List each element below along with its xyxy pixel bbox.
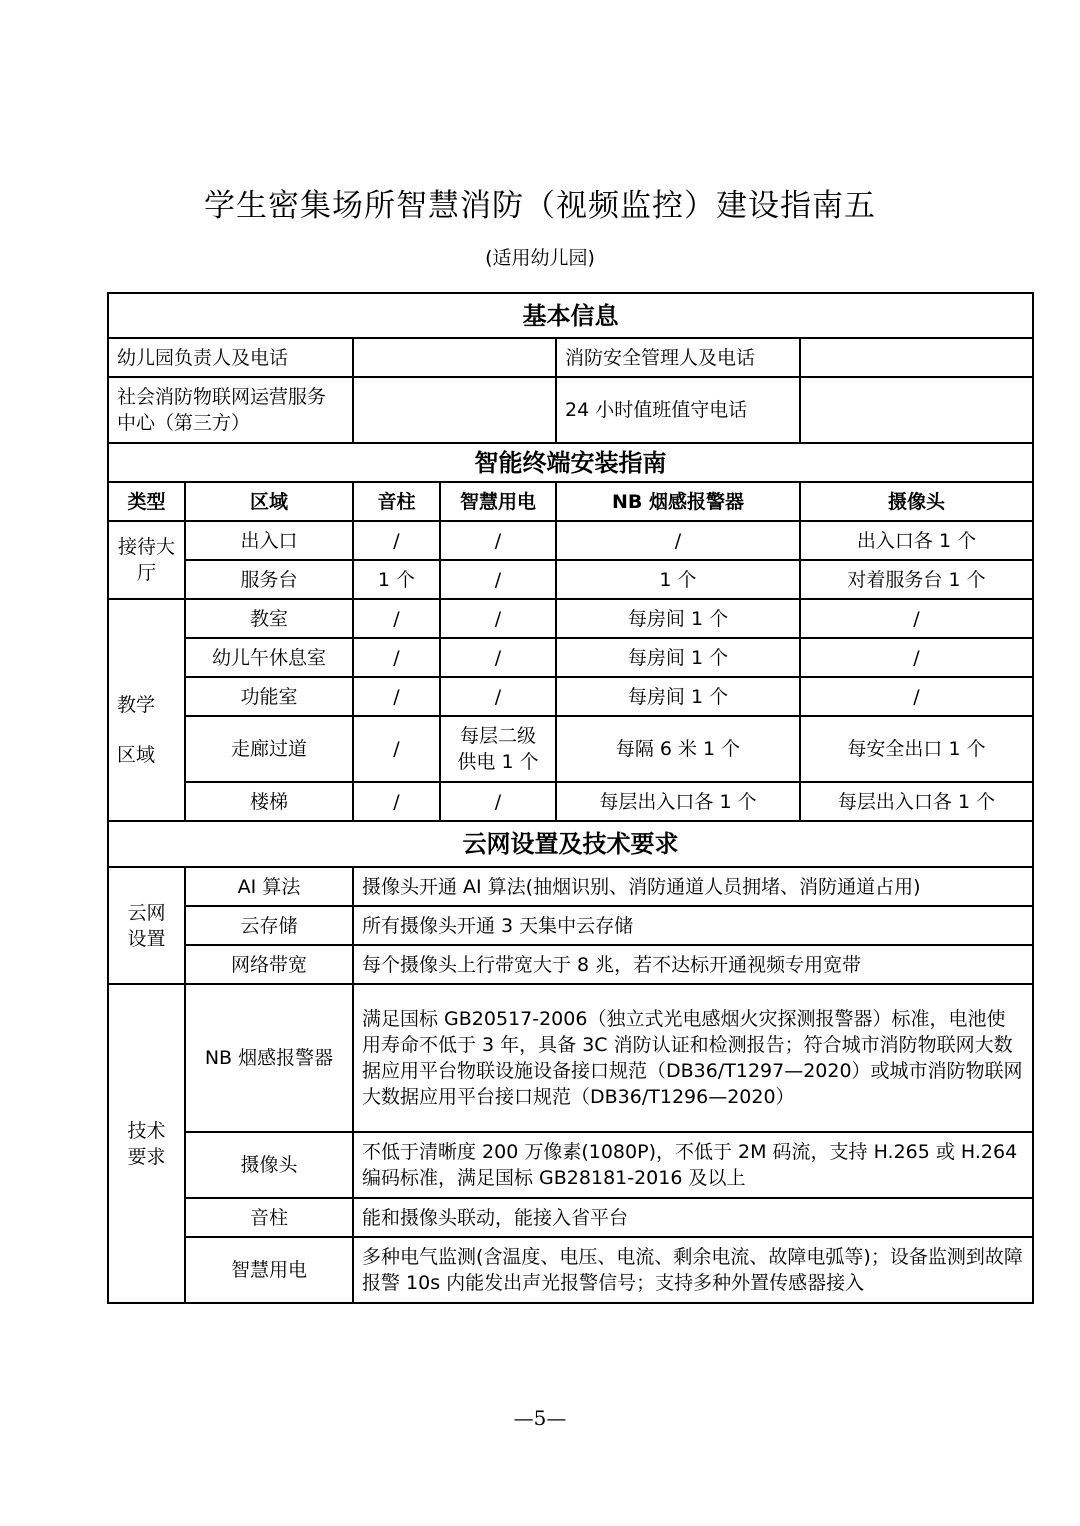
desc-cell: 满足国标 GB20517-2006（独立式光电感烟火灾探测报警器）标准，电池使用寿命不低于 3 年，具备 3C 消防认证和检测报告；符合城市消防物联网大数据应用平台物联设施设备接口规范（DB36/T1297—2020）或城市消防物联网大数据应用平台接口规范（DB36/T1296—2020） xyxy=(353,984,1033,1132)
item-cell: 音柱 xyxy=(185,1198,353,1237)
type-cloud-network: 云网设置 xyxy=(108,867,185,984)
page-subtitle: (适用幼儿园) xyxy=(485,247,595,269)
area-cell: 幼儿午休息室 xyxy=(185,638,353,677)
type-teaching-line1: 教学 xyxy=(117,694,156,716)
type-teaching xyxy=(108,599,185,821)
guide-table xyxy=(107,292,1034,1304)
desc-cell: 多种电气监测(含温度、电压、电流、剩余电流、故障电弧等)；设备监测到故障报警 10s 内能发出声光报警信号；支持多种外置传感器接入 xyxy=(353,1237,1033,1303)
smart-power-cell: / xyxy=(440,521,556,560)
speaker-cell: / xyxy=(353,716,440,782)
speaker-cell: / xyxy=(353,521,440,560)
table-row xyxy=(108,867,1033,906)
type-tech-requirements: 技术要求 xyxy=(108,984,185,1303)
table-row xyxy=(108,906,1033,945)
header-camera: 摄像头 xyxy=(800,482,1033,521)
table-row xyxy=(108,716,1033,782)
smart-power-cell: / xyxy=(440,638,556,677)
section-cloud-tech: 云网设置及技术要求 xyxy=(108,821,1033,867)
area-cell: 服务台 xyxy=(185,560,353,599)
table-row xyxy=(108,945,1033,984)
section-install-guide: 智能终端安装指南 xyxy=(108,443,1033,482)
desc-cell: 每个摄像头上行带宽大于 8 兆，若不达标开通视频专用宽带 xyxy=(353,945,1033,984)
smart-power-cell: / xyxy=(440,677,556,716)
desc-cell: 能和摄像头联动，能接入省平台 xyxy=(353,1198,1033,1237)
table-row xyxy=(108,521,1033,560)
table-row xyxy=(108,638,1033,677)
desc-cell: 所有摄像头开通 3 天集中云存储 xyxy=(353,906,1033,945)
camera-cell: 每层出入口各 1 个 xyxy=(800,782,1033,821)
area-cell: 楼梯 xyxy=(185,782,353,821)
nb-smoke-cell: 每隔 6 米 1 个 xyxy=(556,716,800,782)
area-cell: 出入口 xyxy=(185,521,353,560)
nb-smoke-cell: 每房间 1 个 xyxy=(556,599,800,638)
kindergarten-head-value xyxy=(353,338,556,377)
table-row xyxy=(108,599,1033,638)
table-row xyxy=(108,1132,1033,1198)
item-cell: AI 算法 xyxy=(185,867,353,906)
smart-power-cell: / xyxy=(440,599,556,638)
service-center-value xyxy=(353,377,556,443)
smart-power-cell: 每层二级供电 1 个 xyxy=(440,716,556,782)
section-basic-info: 基本信息 xyxy=(108,293,1033,338)
camera-cell: / xyxy=(800,599,1033,638)
nb-smoke-cell: / xyxy=(556,521,800,560)
header-type: 类型 xyxy=(108,482,185,521)
item-cell: NB 烟感报警器 xyxy=(185,984,353,1132)
header-area: 区域 xyxy=(185,482,353,521)
duty-phone-label: 24 小时值班值守电话 xyxy=(556,377,800,443)
type-reception: 接待大厅 xyxy=(108,521,185,599)
speaker-cell: / xyxy=(353,782,440,821)
camera-cell: / xyxy=(800,638,1033,677)
camera-cell: / xyxy=(800,677,1033,716)
type-teaching-line2: 区域 xyxy=(117,744,156,766)
header-smart-power: 智慧用电 xyxy=(440,482,556,521)
nb-smoke-cell: 每房间 1 个 xyxy=(556,638,800,677)
area-cell: 走廊过道 xyxy=(185,716,353,782)
nb-smoke-cell: 每层出入口各 1 个 xyxy=(556,782,800,821)
table-row xyxy=(108,677,1033,716)
table-row xyxy=(108,1237,1033,1303)
camera-cell: 对着服务台 1 个 xyxy=(800,560,1033,599)
kindergarten-head-label: 幼儿园负责人及电话 xyxy=(108,338,353,377)
item-cell: 网络带宽 xyxy=(185,945,353,984)
smart-power-cell: / xyxy=(440,560,556,599)
item-cell: 云存储 xyxy=(185,906,353,945)
fire-safety-manager-label: 消防安全管理人及电话 xyxy=(556,338,800,377)
page-title: 学生密集场所智慧消防（视频监控）建设指南五 xyxy=(204,188,876,224)
table-row xyxy=(108,984,1033,1132)
header-speaker: 音柱 xyxy=(353,482,440,521)
speaker-cell: / xyxy=(353,638,440,677)
area-cell: 功能室 xyxy=(185,677,353,716)
page-number: —5— xyxy=(513,1406,567,1430)
duty-phone-value xyxy=(800,377,1033,443)
desc-cell: 摄像头开通 AI 算法(抽烟识别、消防通道人员拥堵、消防通道占用) xyxy=(353,867,1033,906)
header-nb-smoke: NB 烟感报警器 xyxy=(556,482,800,521)
table-row xyxy=(108,560,1033,599)
area-cell: 教室 xyxy=(185,599,353,638)
item-cell: 摄像头 xyxy=(185,1132,353,1198)
fire-safety-manager-value xyxy=(800,338,1033,377)
smart-power-cell: / xyxy=(440,782,556,821)
nb-smoke-cell: 1 个 xyxy=(556,560,800,599)
camera-cell: 每安全出口 1 个 xyxy=(800,716,1033,782)
desc-cell: 不低于清晰度 200 万像素(1080P)，不低于 2M 码流，支持 H.265 或 H.264 编码标准，满足国标 GB28181-2016 及以上 xyxy=(353,1132,1033,1198)
table-row xyxy=(108,782,1033,821)
speaker-cell: 1 个 xyxy=(353,560,440,599)
table-row xyxy=(108,1198,1033,1237)
service-center-label: 社会消防物联网运营服务中心（第三方） xyxy=(108,377,353,443)
item-cell: 智慧用电 xyxy=(185,1237,353,1303)
speaker-cell: / xyxy=(353,677,440,716)
camera-cell: 出入口各 1 个 xyxy=(800,521,1033,560)
nb-smoke-cell: 每房间 1 个 xyxy=(556,677,800,716)
speaker-cell: / xyxy=(353,599,440,638)
